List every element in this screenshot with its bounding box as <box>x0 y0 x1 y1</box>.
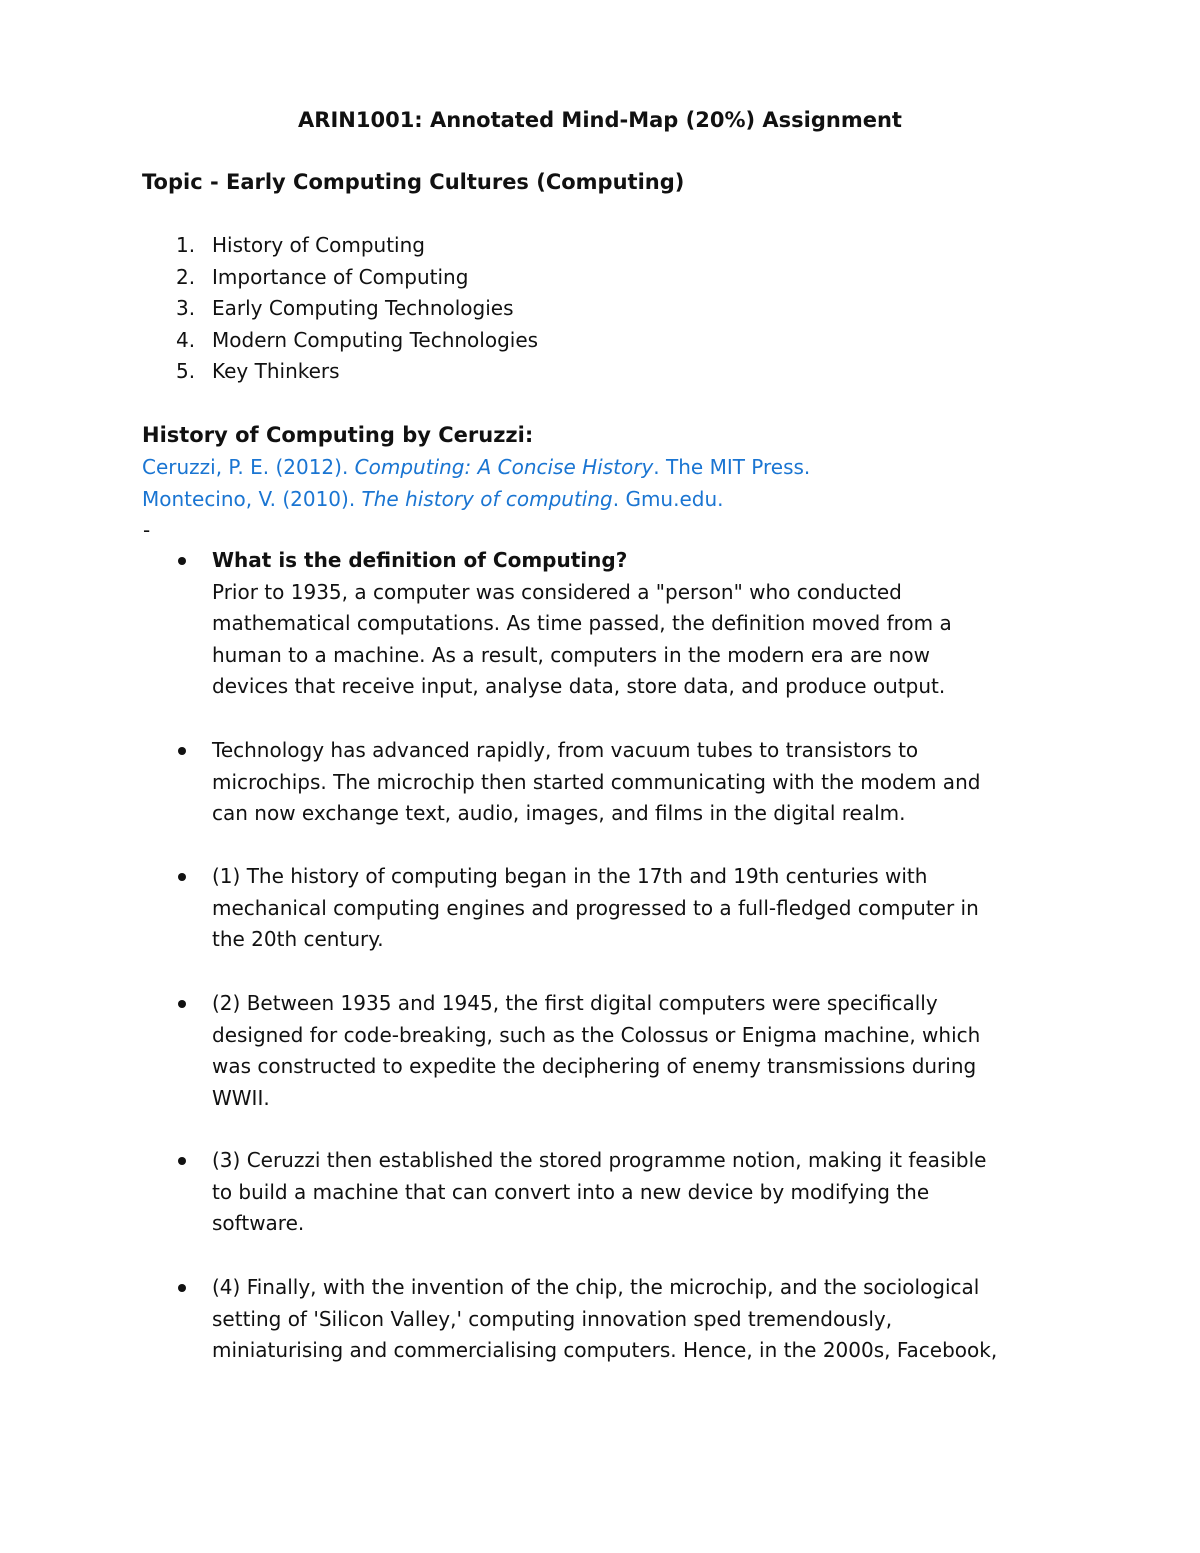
list-item-label: Importance of Computing <box>212 264 469 289</box>
list-item <box>142 356 538 388</box>
bullet-line: the 20th century. <box>212 927 384 952</box>
document-title: ARIN1001: Annotated Mind-Map (20%) Assignment <box>298 108 902 132</box>
bullet-line: (3) Ceruzzi then established the stored programme notion, making it feasible <box>212 1148 987 1172</box>
bullet-line: human to a machine. As a result, computers in the modern era are now <box>212 642 930 667</box>
list-item-label: Early Computing Technologies <box>212 296 514 321</box>
list-item <box>142 293 538 325</box>
bullet-line: (2) Between 1935 and 1945, the first digital computers were specifically <box>212 991 938 1015</box>
bullet-line: miniaturising and commercialising computers. Hence, in the 2000s, Facebook, <box>212 1338 998 1363</box>
list-item-label: Modern Computing Technologies <box>212 327 539 352</box>
reference-link-montecino[interactable] <box>142 483 810 515</box>
reference-suffix: . Gmu.edu. <box>612 487 724 511</box>
list-item-label: History of Computing <box>212 233 425 257</box>
list-item-number: 2. <box>176 264 196 289</box>
list-item-label: Key Thinkers <box>212 359 340 384</box>
bullet-line: WWII. <box>212 1085 270 1110</box>
bullet-line: devices that receive input, analyse data, store data, and produce output. <box>212 674 946 699</box>
reference-prefix: Montecino, V. (2010). <box>142 487 362 511</box>
reference-title: Computing: A Concise History <box>354 455 654 479</box>
bullet-line: was constructed to expedite the deciphering of enemy transmissions during <box>212 1054 977 1079</box>
bullet-line: Prior to 1935, a computer was considered a "person" who conducted <box>212 579 902 604</box>
topic-list <box>142 230 538 388</box>
bullet-history-1 <box>142 861 1082 956</box>
list-item <box>142 262 538 294</box>
bullet-definition <box>142 545 1082 703</box>
bullet-line: mechanical computing engines and progressed to a full-fledged computer in <box>212 895 979 920</box>
list-item-number: 4. <box>176 327 196 352</box>
bullet-dot-icon <box>178 1284 186 1292</box>
bullet-line: (1) The history of computing began in the 17th and 19th centuries with <box>212 864 928 888</box>
list-item-number: 5. <box>176 359 196 384</box>
section-heading: History of Computing by Ceruzzi: <box>142 423 534 447</box>
bullet-line: (4) Finally, with the invention of the chip, the microchip, and the sociological <box>212 1275 980 1299</box>
list-item <box>142 325 538 357</box>
bullet-heading: What is the definition of Computing? <box>212 548 628 572</box>
references <box>142 451 810 515</box>
bullet-line: to build a machine that can convert into a new device by modifying the <box>212 1179 930 1204</box>
bullet-technology <box>142 735 1082 830</box>
bullet-history-2 <box>142 988 1082 1114</box>
bullet-history-4 <box>142 1272 1082 1367</box>
bullet-dot-icon <box>178 747 186 755</box>
bullet-line: Technology has advanced rapidly, from vacuum tubes to transistors to <box>212 738 919 762</box>
bullet-dot-icon <box>178 873 186 881</box>
bullet-dot-icon <box>178 1157 186 1165</box>
topic-heading: Topic - Early Computing Cultures (Computing) <box>142 170 685 194</box>
bullet-line: designed for code-breaking, such as the Colossus or Enigma machine, which <box>212 1022 981 1047</box>
bullet-line: microchips. The microchip then started communicating with the modem and <box>212 769 981 794</box>
bullet-dot-icon <box>178 557 186 565</box>
dash-separator: - <box>143 518 151 542</box>
reference-title: The history of computing <box>361 487 613 511</box>
bullet-dot-icon <box>178 1000 186 1008</box>
reference-suffix: . The MIT Press. <box>653 455 811 479</box>
bullet-history-3 <box>142 1145 1082 1240</box>
list-item-number: 3. <box>176 296 196 321</box>
bullet-line: setting of 'Silicon Valley,' computing innovation sped tremendously, <box>212 1306 893 1331</box>
list-item-number: 1. <box>176 233 196 257</box>
list-item <box>142 230 538 262</box>
reference-link-ceruzzi[interactable] <box>142 451 810 483</box>
reference-prefix: Ceruzzi, P. E. (2012). <box>142 455 355 479</box>
bullet-line: mathematical computations. As time passed, the definition moved from a <box>212 611 952 636</box>
bullet-line: can now exchange text, audio, images, and films in the digital realm. <box>212 801 906 826</box>
bullet-line: software. <box>212 1211 305 1236</box>
